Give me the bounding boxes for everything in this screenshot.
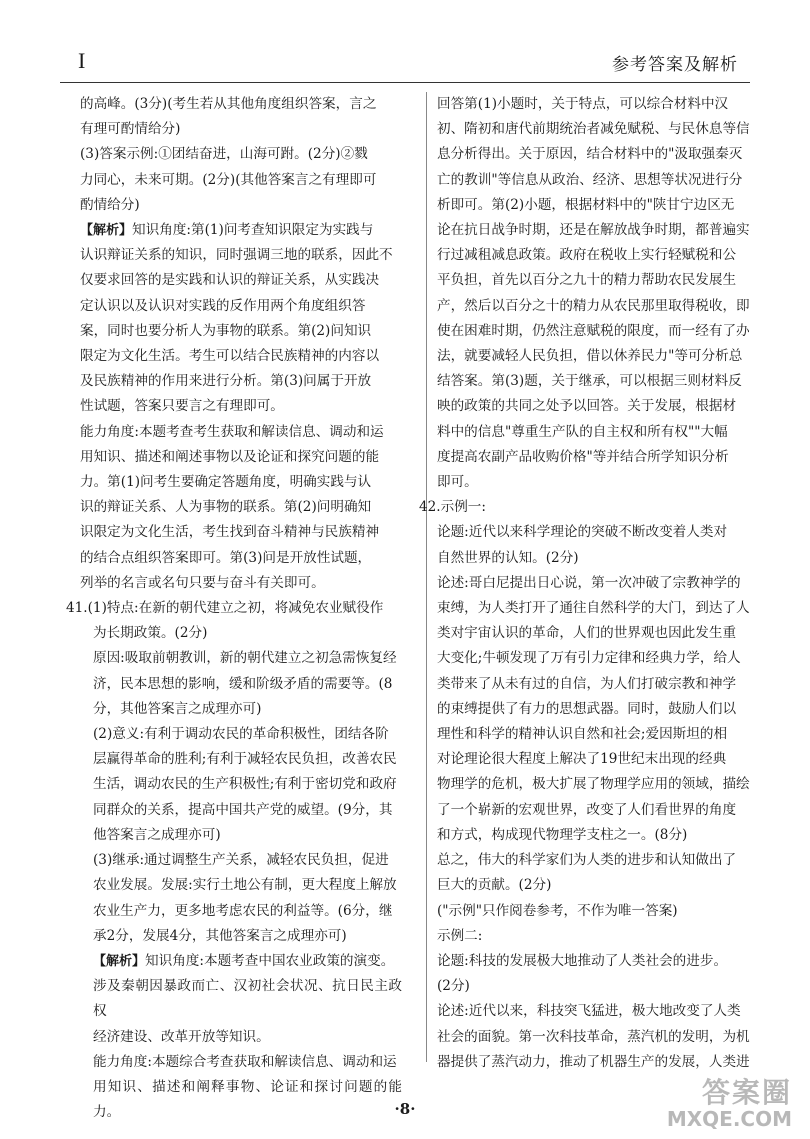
text-line	[437, 243, 767, 268]
line-text: 涉及秦朝因暴政而亡、汉初社会状况、抗日民主政权	[93, 978, 402, 1020]
line-text: 的束缚提供了有力的思想武器。同时，鼓励人们以	[437, 700, 737, 717]
text-line	[66, 1050, 402, 1075]
text-line	[66, 697, 402, 722]
line-text: 酌情给分)	[80, 196, 140, 213]
line-text: 识的辩证关系、人为事物的联系。第(2)问明确知	[80, 499, 372, 516]
line-text: 对论理论很大程度上解决了19世纪末出现的经典	[437, 751, 727, 768]
text-line	[437, 672, 767, 697]
line-text: 论在抗日战争时期，还是在解放战争时期，都普遍实	[437, 222, 750, 239]
text-line	[437, 520, 767, 545]
line-text: 回答第(1)小题时，关于特点，可以综合材料中汉	[437, 96, 729, 112]
line-text: 知识角度:第(1)问考查知识限定为实践与	[132, 222, 374, 239]
text-line	[437, 974, 767, 999]
line-text: 能力角度:本题综合考查获取和解读信息、调动和运	[93, 1053, 397, 1070]
page-number: ·8·	[394, 1100, 416, 1118]
text-line	[66, 193, 402, 218]
line-text: 论述:近代以来，科技突飞猛进，极大地改变了人类	[437, 1003, 741, 1020]
line-text: 平负担，首先以百分之九十的精力帮助农民发展生	[437, 272, 737, 289]
line-text: 器提供了蒸汽动力，推动了机器生产的发展，人类进	[437, 1053, 750, 1070]
watermark-logo	[667, 1078, 792, 1130]
text-line	[66, 420, 402, 445]
text-line	[437, 142, 767, 167]
line-text: 限定为文化生活。考生可以结合民族精神的内容以	[80, 348, 380, 365]
text-line	[66, 672, 402, 697]
text-line	[437, 168, 767, 193]
line-text: 巨大的贡献。(2分)	[437, 877, 552, 894]
line-text: 了一个崭新的宏观世界，改变了人们看世界的角度	[437, 801, 737, 818]
text-line	[66, 823, 402, 848]
text-line	[66, 772, 402, 797]
text-line	[437, 193, 767, 218]
text-line	[66, 520, 402, 545]
right-column	[419, 92, 767, 1070]
text-line	[66, 117, 402, 142]
line-text: 映的政策的共同之处予以回答。关于发展，根据材	[437, 398, 737, 415]
line-text: (3)答案示例:①团结奋进，山海可跗。(2分)②戮	[80, 146, 368, 163]
line-text: 济，民本思想的影响，缓和阶级矛盾的需要等。(8	[93, 675, 393, 692]
line-text: 案，同时也要分析人为事物的联系。第(2)问知识	[80, 322, 372, 339]
text-line	[66, 546, 402, 571]
text-line	[66, 243, 402, 268]
line-text: 束缚，为人类打开了通往自然科学的大门，到达了人	[437, 600, 750, 617]
line-text: 知识角度:本题考查中国农业政策的演变。	[145, 952, 395, 969]
line-text: 分，其他答案言之成理亦可)	[93, 700, 262, 717]
line-text: (2分)	[437, 978, 470, 995]
line-text: 力同心，未来可期。(2分)(其他答案言之有理即可	[80, 171, 377, 188]
text-line	[66, 798, 402, 823]
text-line	[437, 1050, 767, 1075]
text-line	[66, 646, 402, 671]
line-text: 产，然后以百分之十的精力从农民那里取得税收，即	[437, 297, 750, 314]
text-line	[66, 268, 402, 293]
text-line	[437, 268, 767, 293]
line-text: 的结合点组织答案即可。第(3)问是开放性试题，	[80, 549, 372, 566]
text-line	[437, 445, 767, 470]
line-text: 和方式，构成现代物理学支柱之一。(8分)	[437, 826, 688, 843]
line-text: 料中的信息"尊重生产队的自主权和所有权""大幅	[437, 423, 728, 440]
line-text: 亡的教训"等信息从政治、经济、思想等状况进行分	[437, 171, 743, 188]
line-text: 的高峰。(3分)(考生若从其他角度组织答案，言之	[80, 96, 377, 112]
text-line	[66, 344, 402, 369]
text-line	[66, 394, 402, 419]
text-line	[437, 949, 767, 974]
text-line	[66, 747, 402, 772]
line-text: 类带来了从未有过的自信，为人们打破宗教和神学	[437, 675, 737, 692]
line-text: 示例二:	[437, 927, 483, 944]
line-text: 41.(1)特点:在新的朝代建立之初，将减免农业赋役作	[66, 600, 384, 617]
line-text: 结答案。第(3)题，关于继承，可以根据三则材料反	[437, 373, 742, 390]
text-line	[437, 722, 767, 747]
line-text: (2)意义:有利于调动农民的革命积极性，团结各阶	[93, 726, 389, 743]
text-line	[437, 319, 767, 344]
text-line	[437, 747, 767, 772]
text-line	[437, 1025, 767, 1050]
line-text: 类对宇宙认识的革命，人们的世界观也因此发生重	[437, 625, 737, 642]
text-line	[437, 999, 767, 1024]
text-line	[437, 899, 767, 924]
line-text: 性试题，答案只要言之有理即可。	[80, 398, 284, 415]
line-text: 论述:哥白尼提出日心说，第一次冲破了宗教神学的	[437, 574, 741, 591]
line-text: 用知识、描述和阐释事物、论证和探讨问题的能力。	[93, 1078, 402, 1121]
text-line	[66, 596, 402, 621]
line-text: 总之，伟大的科学家们为人类的进步和认知做出了	[437, 852, 737, 869]
text-line	[66, 873, 402, 898]
line-text: 他答案言之成理亦可)	[93, 826, 221, 843]
line-text: 物理学的危机，极大扩展了物理学应用的领域，描绘	[437, 776, 750, 793]
text-line	[66, 319, 402, 344]
volume-mark: I	[78, 48, 86, 73]
watermark-top: 答案圈	[701, 1076, 792, 1109]
text-line	[66, 1025, 402, 1050]
line-text: 析即可。第(2)小题，根据材料中的"陕甘宁边区无	[437, 196, 735, 213]
line-text: 经济建设、改革开放等知识。	[93, 1028, 270, 1045]
line-text: 度提高农副产品收购价格"等并结合所学知识分析	[437, 448, 729, 465]
line-text: 息分析得出。关于原因，结合材料中的"汲取强秦灭	[437, 146, 743, 163]
line-text: 用知识、描述和阐述事物以及论证和探究问题的能	[80, 448, 380, 465]
line-text: 同群众的关系，提高中国共产党的威望。(9分，其	[93, 801, 393, 818]
line-text: 仅要求回答的是实践和认识的辩证关系，从实践决	[80, 272, 380, 289]
text-line	[437, 546, 767, 571]
text-line	[437, 697, 767, 722]
line-text: 定认识以及认识对实践的反作用两个角度组织答	[80, 297, 366, 314]
line-text: 社会的面貌。第一次科技革命，蒸汽机的发明，为机	[437, 1028, 750, 1045]
text-line	[66, 899, 402, 924]
text-line	[437, 394, 767, 419]
line-text: 承2分，发展4分，其他答案言之成理亦可)	[93, 927, 347, 944]
line-text: 能力角度:本题考查考生获取和解读信息、调动和运	[80, 423, 384, 440]
text-line	[66, 848, 402, 873]
analysis-tag: 【解析】	[93, 953, 146, 969]
text-line	[66, 369, 402, 394]
text-line	[437, 596, 767, 621]
line-text: 生活，调动农民的生产积极性;有利于密切党和政府	[93, 776, 397, 793]
line-text: 行过减租减息政策。政府在税收上实行轻赋税和公	[437, 247, 737, 264]
text-line	[437, 873, 767, 898]
text-line	[66, 571, 402, 596]
line-text: 及民族精神的作用来进行分析。第(3)问属于开放	[80, 373, 372, 390]
text-line	[437, 344, 767, 369]
line-text: 法，就要减轻人民负担，借以休养民力"等可分析总	[437, 348, 743, 365]
line-text: 论题:科技的发展极大地推动了人类社会的进步。	[437, 952, 728, 969]
line-text: 认识辩证关系的知识，同时强调三地的联系，因此不	[80, 247, 393, 264]
line-text: 识限定为文化生活，考生找到奋斗精神与民族精神	[80, 524, 380, 541]
line-text: 力。第(1)问考生要确定答题角度，明确实践与认	[80, 474, 372, 491]
text-line	[437, 369, 767, 394]
text-line	[66, 924, 402, 949]
text-line	[66, 495, 402, 520]
text-line	[437, 117, 767, 142]
text-line	[437, 823, 767, 848]
text-line	[437, 798, 767, 823]
text-line	[66, 621, 402, 646]
text-line	[437, 848, 767, 873]
text-line	[437, 571, 767, 596]
text-line	[66, 168, 402, 193]
text-line	[437, 294, 767, 319]
line-text: 初、隋初和唐代前期统治者减免赋税、与民休息等信	[437, 121, 750, 138]
text-line	[66, 722, 402, 747]
text-line	[66, 470, 402, 495]
text-line	[66, 949, 402, 974]
line-text: 42.示例一:	[419, 499, 486, 516]
text-line	[437, 92, 767, 117]
line-text: 有理可酌情给分)	[80, 121, 181, 138]
line-text: 列举的名言或名句只要与奋斗有关即可。	[80, 574, 325, 591]
header-rule	[60, 82, 750, 83]
line-text: ("示例"只作阅卷参考，不作为唯一答案)	[437, 902, 678, 919]
text-line	[437, 772, 767, 797]
text-line	[66, 218, 402, 243]
watermark-bottom: MXQE.COM	[666, 1107, 792, 1131]
line-text: (3)继承:通过调整生产关系，减轻农民负担，促进	[93, 852, 389, 869]
left-column	[66, 92, 402, 1125]
line-text: 层赢得革命的胜利;有利于减轻农民负担，改善农民	[93, 751, 397, 768]
text-line	[437, 621, 767, 646]
text-line	[66, 92, 402, 117]
line-text: 理性和科学的精神认识自然和社会;爱因斯坦的相	[437, 726, 728, 743]
text-line	[419, 495, 767, 520]
text-line	[66, 974, 402, 1024]
text-line	[66, 142, 402, 167]
line-text: 自然世界的认知。(2分)	[437, 549, 579, 566]
page-header	[60, 44, 750, 76]
line-text: 为长期政策。(2分)	[93, 625, 208, 642]
line-text: 即可。	[437, 474, 478, 491]
text-line	[437, 924, 767, 949]
text-line	[437, 646, 767, 671]
line-text: 使在困难时期，仍然注意赋税的限度，而一经有了办	[437, 322, 750, 339]
header-title: 参考答案及解析	[612, 55, 738, 75]
text-line	[437, 218, 767, 243]
text-line	[437, 470, 767, 495]
text-line	[437, 420, 767, 445]
text-line	[66, 445, 402, 470]
line-text: 原因:吸取前朝教训，新的朝代建立之初急需恢复经	[93, 650, 397, 667]
line-text: 农业生产力，更多地考虑农民的利益等。(6分，继	[93, 902, 393, 919]
line-text: 大变化;牛顿发现了万有引力定律和经典力学，给人	[437, 650, 741, 667]
text-line	[66, 294, 402, 319]
analysis-tag: 【解析】	[80, 223, 133, 239]
line-text: 论题:近代以来科学理论的突破不断改变着人类对	[437, 524, 728, 541]
line-text: 农业发展。发展:实行土地公有制，更大程度上解放	[93, 877, 397, 894]
